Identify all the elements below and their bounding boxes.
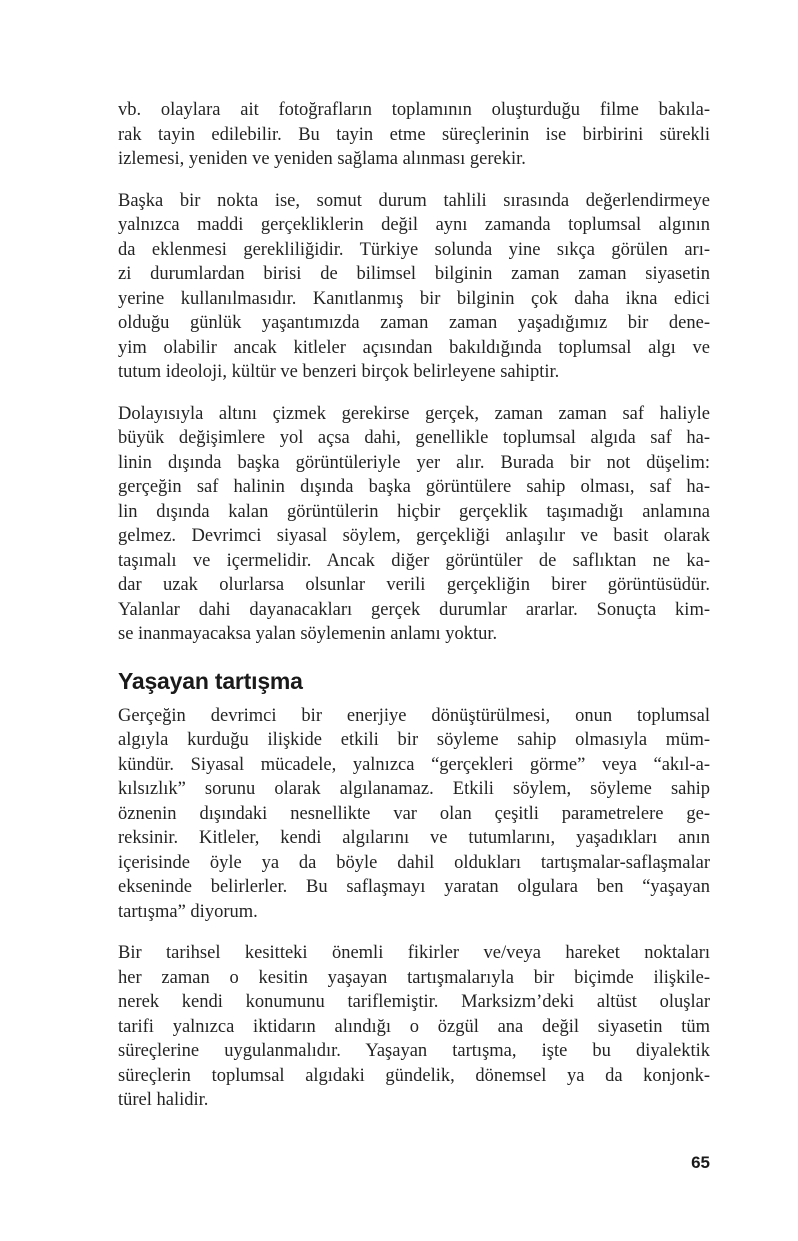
text-line: se inanmayacaksa yalan söylemenin anlamı yoktur. <box>118 624 498 644</box>
section-heading: Yaşayan tartışma <box>118 667 303 694</box>
text-line: öznenin dışındaki nesnellikte var olan çeşitli parametrelere ge- <box>118 803 710 824</box>
text-line: rak tayin edilebilir. Bu tayin etme süreçlerinin ise birbirini sürekli <box>118 124 710 145</box>
text-line: süreçlerin toplumsal algıdaki gündelik, dönemsel ya da konjonk- <box>118 1065 710 1086</box>
page-number: 65 <box>691 1153 710 1172</box>
text-line: reksinir. Kitleler, kendi algılarını ve tutumlarını, yaşadıkları anın <box>118 828 710 848</box>
paragraph <box>118 402 710 647</box>
text-line: içerisinde öyle ya da böyle dahil oldukları tartışmalar-saflaşmalar <box>118 852 710 873</box>
text-line: tarifi yalnızca iktidarın alındığı o özgül ana değil siyasetin tüm <box>118 1016 710 1037</box>
text-line: tartışma” diyorum. <box>118 901 258 922</box>
text-line: gelmez. Devrimci siyasal söylem, gerçekliği anlaşılır ve basit olarak <box>118 526 710 546</box>
text-line: türel halidir. <box>118 1090 209 1110</box>
text-line: Yalanlar dahi dayanacakları gerçek durumlar ararlar. Sonuçta kim- <box>118 599 710 620</box>
text-line: yerine kullanılmasıdır. Kanıtlanmış bir bilginin çok daha ikna edici <box>118 288 710 309</box>
text-line: zi durumlardan birisi de bilimsel bilginin zaman zaman siyasetin <box>118 264 710 284</box>
text-line: olduğu günlük yaşantımızda zaman zaman yaşadığımız bir dene- <box>118 313 710 333</box>
text-line: büyük değişimlere yol açsa dahi, genellikle toplumsal algıda saf ha- <box>118 428 710 448</box>
paragraph <box>118 704 710 925</box>
text-line: lin dışında kalan görüntülerin hiçbir gerçeklik taşımadığı anlamına <box>118 501 710 522</box>
text-line: linin dışında başka görüntüleriyle yer alır. Burada bir not düşelim: <box>118 452 710 473</box>
text-line: Başka bir nokta ise, somut durum tahlili sırasında değerlendirmeye <box>118 190 710 211</box>
text-line: süreçlerine uygulanmalıdır. Yaşayan tartışma, işte bu diyalektik <box>118 1041 710 1061</box>
text-line: ekseninde belirlerler. Bu saflaşmayı yaratan olgulara ben “yaşayan <box>118 877 710 897</box>
text-line: gerçeğin saf halinin dışında başka görüntülere sahip olması, saf ha- <box>118 477 710 497</box>
text-line: her zaman o kesitin yaşayan tartışmalarıyla bir biçimde ilişkile- <box>118 967 710 988</box>
text-line: yalnızca maddi gerçekliklerin değil aynı zamanda toplumsal algının <box>118 215 710 235</box>
text-line: kündür. Siyasal mücadele, yalnızca “gerçekleri görme” veya “akıl-a- <box>118 754 710 775</box>
text-line: kılsızlık” sorunu olarak algılanamaz. Etkili söylem, söyleme sahip <box>118 779 710 799</box>
text-line: tutum ideoloji, kültür ve benzeri birçok belirleyene sahiptir. <box>118 362 560 382</box>
text-line: yim olabilir ancak kitleler açısından bakıldığında toplumsal algı ve <box>118 337 710 358</box>
text-line: da eklenmesi gerekliliğidir. Türkiye solunda yine sıkça görülen arı- <box>118 239 710 260</box>
paragraph <box>118 189 710 385</box>
text-line: Dolayısıyla altını çizmek gerekirse gerçek, zaman zaman saf haliyle <box>118 403 710 424</box>
text-line: Gerçeğin devrimci bir enerjiye dönüştürülmesi, onun toplumsal <box>118 705 710 726</box>
paragraph <box>118 98 710 172</box>
text-line: Bir tarihsel kesitteki önemli fikirler ve/veya hareket noktaları <box>118 943 710 963</box>
text-line: taşımalı ve içermelidir. Ancak diğer görüntüler de saflıktan ne ka- <box>118 550 710 571</box>
text-line: vb. olaylara ait fotoğrafların toplamının oluşturduğu filme bakıla- <box>118 100 710 120</box>
page-body <box>118 98 710 1130</box>
paragraph <box>118 941 710 1113</box>
text-line: dar uzak olurlarsa olsunlar verili gerçekliğin birer görüntüsüdür. <box>118 575 710 595</box>
text-line: algıyla kurduğu ilişkide etkili bir söyleme sahip olmasıyla müm- <box>118 730 710 750</box>
text-line: nerek kendi konumunu tariflemiştir. Marksizm’deki altüst oluşlar <box>118 992 710 1012</box>
text-line: izlemesi, yeniden ve yeniden sağlama alınması gerekir. <box>118 149 526 169</box>
